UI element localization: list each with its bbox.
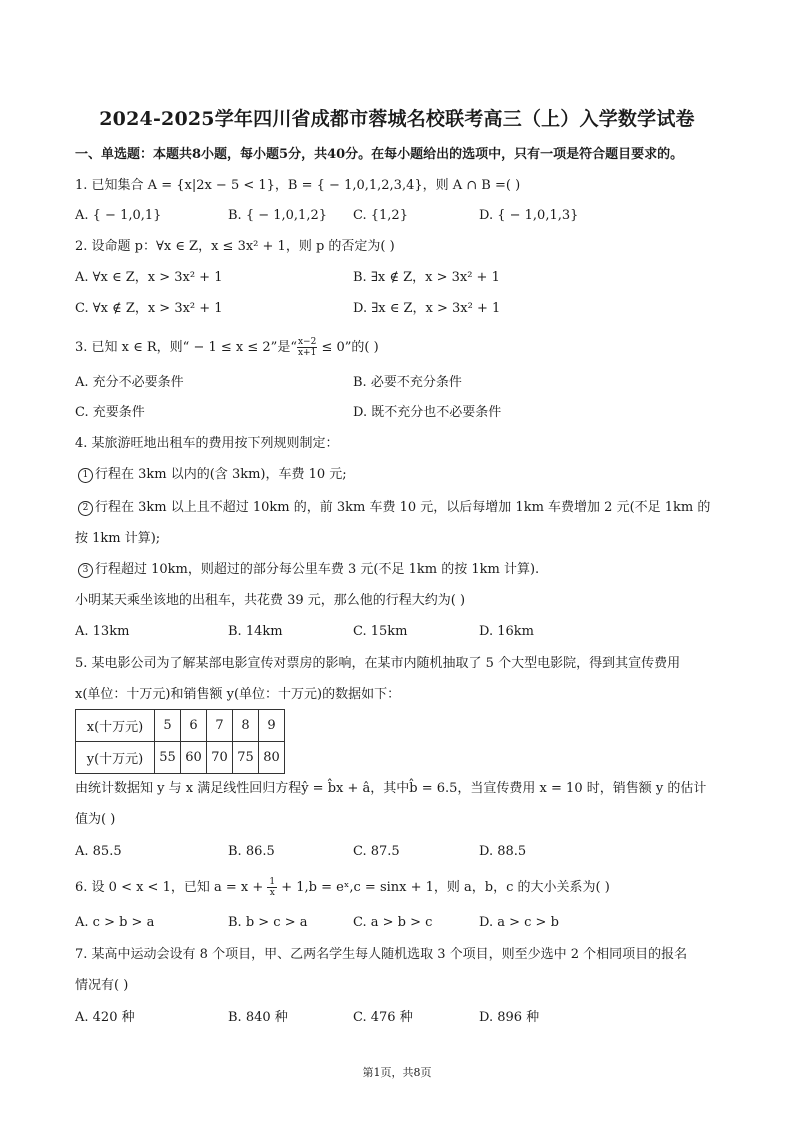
rule-3-text: 行程超过 10km，则超过的部分每公里车费 3 元(不足 1km 的按 1km 计算).: [95, 562, 540, 577]
q5-option-c: C. 87.5: [353, 844, 400, 859]
q4-option-b: B. 14km: [228, 624, 283, 639]
table-cell: 70: [207, 742, 233, 774]
table-cell: 5: [155, 710, 181, 742]
table-cell: 60: [181, 742, 207, 774]
q4-option-a: A. 13km: [75, 624, 130, 639]
table-cell: 8: [233, 710, 259, 742]
q6-frac-num: 1: [269, 877, 276, 887]
question-5-stem: 5. 某电影公司为了解某部电影宣传对票房的影响，在某市内随机抽取了 5 个大型电影院，得到其宣传费用: [75, 656, 681, 671]
q2-option-d: D. ∃x ∈ Z，x > 3x² + 1: [353, 301, 501, 316]
q2-option-b: B. ∃x ∉ Z，x > 3x² + 1: [353, 270, 500, 285]
q5-regression-text-2: 值为( ): [75, 812, 116, 827]
question-7-stem-2: 情况有( ): [75, 978, 129, 993]
table-cell: 7: [207, 710, 233, 742]
rule-1-text: 行程在 3km 以内的(含 3km)，车费 10 元;: [95, 467, 347, 482]
q6-frac-den: x: [269, 888, 275, 898]
question-5-stem-2: x(单位：十万元)和销售额 y(单位：十万元)的数据如下：: [75, 687, 401, 702]
q5-option-d: D. 88.5: [479, 844, 527, 859]
q1-option-d: D. { − 1,0,1,3}: [479, 208, 579, 223]
q6-fraction: [267, 877, 277, 898]
q6-option-d: D. a > c > b: [479, 915, 559, 930]
q6-option-c: C. a > b > c: [353, 915, 433, 930]
q5-option-a: A. 85.5: [75, 844, 122, 859]
q3-stem-start: 3. 已知 x ∈ R，则“ − 1 ≤ x ≤ 2”是“: [75, 340, 297, 355]
q7-option-d: D. 896 种: [479, 1010, 540, 1025]
table-row-x: [76, 710, 285, 742]
table-cell: 6: [181, 710, 207, 742]
rule-1-marker: 1: [78, 468, 93, 483]
q7-option-b: B. 840 种: [228, 1010, 288, 1025]
q4-rule-1: [78, 466, 347, 484]
q5-regression-text: 由统计数据知 y 与 x 满足线性回归方程ŷ = b̂x + â，其中b̂ = 6.5，当宣传费用 x = 10 时，销售额 y 的估计: [75, 781, 707, 796]
table-cell: 75: [233, 742, 259, 774]
question-6-stem: [75, 877, 610, 898]
table-cell: 55: [155, 742, 181, 774]
q1-option-c: C. {1,2}: [353, 208, 408, 223]
q4-option-d: D. 16km: [479, 624, 534, 639]
q5-option-b: B. 86.5: [228, 844, 275, 859]
section-heading: 一、单选题：本题共8小题，每小题5分，共40分。在每小题给出的选项中，只有一项是符合题目要求的。: [75, 147, 684, 162]
table-cell: 80: [259, 742, 285, 774]
q6-option-b: B. b > c > a: [228, 915, 308, 930]
q6-stem-start: 6. 设 0 < x < 1，已知 a = x +: [75, 880, 268, 895]
q4-question: 小明某天乘坐该地的出租车，共花费 39 元，那么他的行程大约为( ): [75, 593, 466, 608]
q3-option-a: A. 充分不必要条件: [75, 375, 184, 390]
q3-stem-end: ≤ 0”的( ): [317, 340, 379, 355]
table-header-y: y(十万元): [76, 742, 155, 774]
q4-rule-3: [78, 561, 539, 579]
table-header-x: x(十万元): [76, 710, 155, 742]
question-4-stem: 4. 某旅游旺地出租车的费用按下列规则制定：: [75, 436, 339, 451]
rule-2-text: 行程在 3km 以上且不超过 10km 的，前 3km 车费 10 元，以后每增加 1km 车费增加 2 元(不足 1km 的: [95, 500, 711, 515]
q2-option-c: C. ∀x ∉ Z，x > 3x² + 1: [75, 301, 223, 316]
q3-option-c: C. 充要条件: [75, 405, 145, 420]
question-3-stem: [75, 337, 379, 358]
q1-option-a: A. { − 1,0,1}: [75, 208, 162, 223]
q7-option-c: C. 476 种: [353, 1010, 413, 1025]
page-title: 2024-2025学年四川省成都市蓉城名校联考高三（上）入学数学试卷: [99, 108, 695, 130]
q3-fraction: [297, 337, 317, 358]
q3-option-b: B. 必要不充分条件: [353, 375, 462, 390]
rule-2-marker: 2: [78, 501, 93, 516]
table-row-y: [76, 742, 285, 774]
question-2-stem: 2. 设命题 p：∀x ∈ Z，x ≤ 3x² + 1，则 p 的否定为( ): [75, 239, 395, 254]
q6-option-a: A. c > b > a: [75, 915, 155, 930]
q4-option-c: C. 15km: [353, 624, 408, 639]
rule-3-marker: 3: [78, 563, 93, 578]
table-cell: 9: [259, 710, 285, 742]
question-7-stem: 7. 某高中运动会设有 8 个项目，甲、乙两名学生每人随机选取 3 个项目，则至少选中 2 个相同项目的报名: [75, 947, 688, 962]
q2-option-a: A. ∀x ∈ Z，x > 3x² + 1: [75, 270, 223, 285]
page-number: 第1页，共8页: [362, 1066, 432, 1079]
q4-rule-2: [78, 499, 710, 517]
data-table: [75, 709, 285, 774]
q1-option-b: B. { − 1,0,1,2}: [228, 208, 327, 223]
q6-stem-end: + 1,b = eˣ,c = sinx + 1，则 a，b，c 的大小关系为( ): [277, 880, 610, 895]
q4-rule-2-continued: 按 1km 计算);: [75, 531, 161, 546]
q3-option-d: D. 既不充分也不必要条件: [353, 405, 502, 420]
question-1-stem: 1. 已知集合 A = {x|2x − 5 < 1}，B = { − 1,0,1,2,3,4}，则 A ∩ B =( ): [75, 178, 521, 193]
q3-frac-den: x+1: [297, 348, 317, 358]
q7-option-a: A. 420 种: [75, 1010, 135, 1025]
q3-frac-num: x−2: [297, 337, 317, 347]
